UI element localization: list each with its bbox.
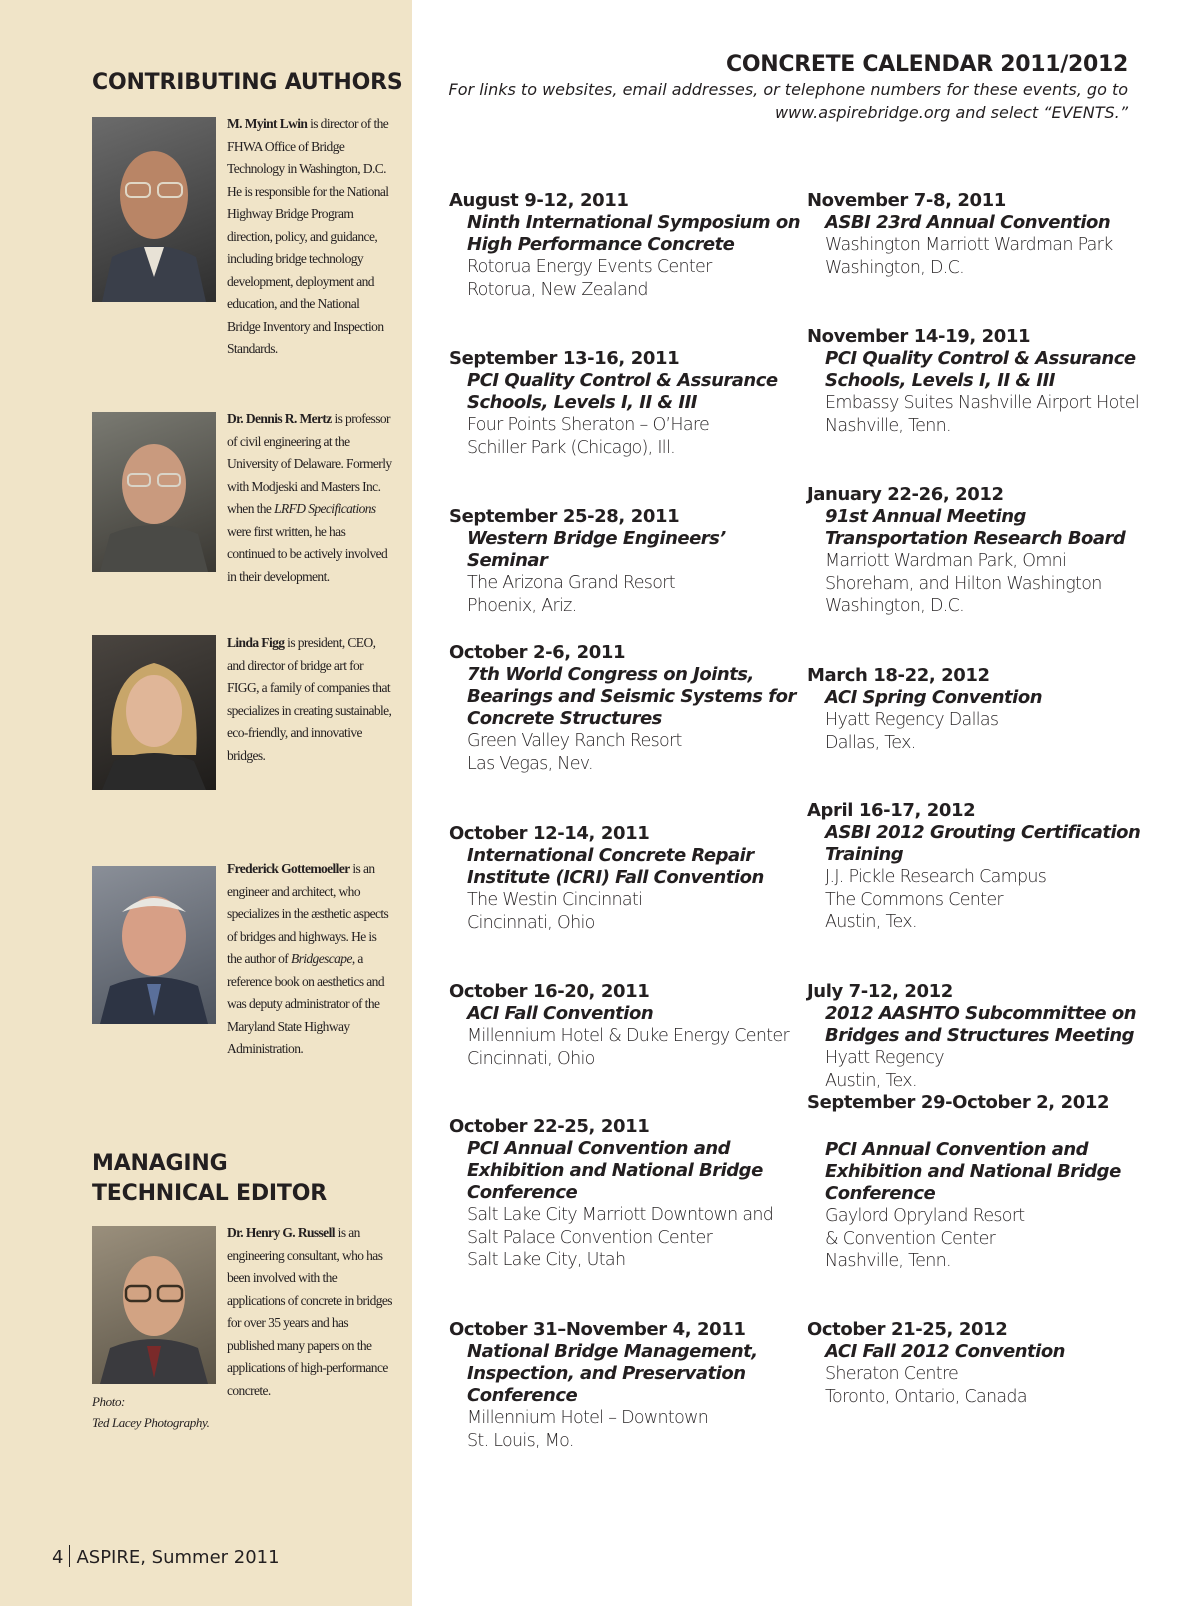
- event-item: [449, 1319, 809, 1452]
- author-bio-text: is an engineer and architect, who specializes in the æsthetic aspects of bridges and highways. He is the author of: [227, 861, 389, 966]
- author-photo-gottemoeller: [92, 866, 216, 1024]
- event-location: Four Points Sheraton – O’Hare Schiller Park (Chicago), Ill.: [467, 415, 710, 458]
- author-bio-text: is director of the FHWA Office of Bridge Technology in Washington, D.C. He is responsible for the National Highway Bridge Program direction, policy, and guidance, including bridge technology development, deployment and education, and the National Bridge Inventory and Inspection Standards.: [227, 116, 389, 356]
- event-title: International Concrete Repair Institute (ICRI) Fall Convention: [467, 845, 764, 888]
- event-item: [807, 190, 1167, 279]
- event-title: 91st Annual Meeting Transportation Research Board: [825, 506, 1126, 549]
- event-item: [449, 981, 809, 1070]
- author-bio-gottemoeller: [227, 858, 392, 1061]
- event-location: Hyatt Regency Austin, Tex.: [825, 1048, 944, 1091]
- author-name: Linda Figg: [227, 635, 285, 650]
- contributing-authors-heading: CONTRIBUTING AUTHORS: [92, 70, 403, 95]
- event-item: [807, 326, 1167, 437]
- author-name: Dr. Dennis R. Mertz: [227, 411, 332, 426]
- event-title: PCI Annual Convention and Exhibition and National Bridge Conference: [467, 1138, 763, 1203]
- event-title: National Bridge Management, Inspection, and Preservation Conference: [467, 1341, 758, 1406]
- managing-editor-heading: MANAGING TECHNICAL EDITOR: [92, 1151, 327, 1206]
- author-photo-mertz: [92, 412, 216, 572]
- event-location: Sheraton Centre Toronto, Ontario, Canada: [825, 1364, 1027, 1407]
- event-item: [807, 800, 1167, 934]
- event-title: ASBI 23rd Annual Convention: [825, 212, 1111, 233]
- event-location: J.J. Pickle Research Campus The Commons Center Austin, Tex.: [825, 867, 1047, 932]
- editor-bio-text: is an engineering consultant, who has been involved with the applications of concrete in bridges for over 35 years and has published many papers on the applications of high-performance concrete.: [227, 1225, 392, 1398]
- event-item: [449, 642, 809, 775]
- editor-name: Dr. Henry G. Russell: [227, 1225, 335, 1240]
- footer-divider: [69, 1545, 70, 1567]
- event-title: 2012 AASHTO Subcommittee on Bridges and Structures Meeting: [825, 1003, 1137, 1046]
- event-location: Millennium Hotel – Downtown St. Louis, Mo.: [467, 1408, 709, 1451]
- event-location: Rotorua Energy Events Center Rotorua, New Zealand: [467, 257, 712, 300]
- event-date: January 22-26, 2012: [807, 484, 1004, 505]
- event-item: [807, 1139, 1167, 1273]
- event-date: October 16-20, 2011: [449, 981, 650, 1002]
- event-date: October 22-25, 2011: [449, 1116, 650, 1137]
- photo-credit-label: Photo:: [92, 1394, 125, 1409]
- event-item: [807, 981, 1167, 1114]
- author-photo-figg: [92, 635, 216, 790]
- event-location: Hyatt Regency Dallas Dallas, Tex.: [825, 710, 999, 753]
- author-bio-lwin: [227, 113, 392, 361]
- event-location: Washington Marriott Wardman Park Washington, D.C.: [825, 235, 1113, 278]
- event-date: April 16-17, 2012: [807, 800, 976, 821]
- calendar-title: CONCRETE CALENDAR 2011/2012: [726, 52, 1128, 77]
- event-item: [807, 665, 1167, 754]
- event-date: November 7-8, 2011: [807, 190, 1006, 211]
- event-date: August 9-12, 2011: [449, 190, 629, 211]
- event-date: October 12-14, 2011: [449, 823, 650, 844]
- author-name: Frederick Gottemoeller: [227, 861, 350, 876]
- author-bio-emphasis: Bridgescape: [290, 951, 352, 966]
- publication-name: ASPIRE, Summer 2011: [76, 1547, 280, 1568]
- event-title: PCI Annual Convention and Exhibition and National Bridge Conference: [825, 1139, 1121, 1204]
- author-bio-text: is professor of civil engineering at the University of Delaware. Formerly with Modjeski and Masters Inc. when the: [227, 411, 392, 516]
- event-location: The Arizona Grand Resort Phoenix, Ariz.: [467, 573, 675, 616]
- event-item: [449, 506, 809, 617]
- calendar-intro: For links to websites, email addresses, or telephone numbers for these events, go to www.aspirebridge.org and select “EVENTS.”: [448, 80, 1128, 122]
- event-title: PCI Quality Control & Assurance Schools, Levels I, II & III: [825, 348, 1136, 391]
- page-number: 4: [52, 1547, 64, 1568]
- event-title: ACI Fall 2012 Convention: [825, 1341, 1065, 1362]
- editor-photo-russell: [92, 1226, 216, 1384]
- author-photo-lwin: [92, 117, 216, 302]
- event-date: November 14-19, 2011: [807, 326, 1031, 347]
- event-date: October 2-6, 2011: [449, 642, 626, 663]
- author-bio-figg: [227, 632, 392, 767]
- event-item: [449, 823, 809, 934]
- event-location: Embassy Suites Nashville Airport Hotel Nashville, Tenn.: [825, 393, 1139, 436]
- event-date: September 29-October 2, 2012: [807, 1092, 1110, 1113]
- event-date: September 25-28, 2011: [449, 506, 680, 527]
- photo-credit-text: Ted Lacey Photography.: [92, 1415, 210, 1430]
- event-location: The Westin Cincinnati Cincinnati, Ohio: [467, 890, 643, 933]
- event-date: October 21-25, 2012: [807, 1319, 1008, 1340]
- event-date: March 18-22, 2012: [807, 665, 990, 686]
- event-title: 7th World Congress on Joints, Bearings and Seismic Systems for Concrete Structures: [467, 664, 796, 729]
- event-title: PCI Quality Control & Assurance Schools, Levels I, II & III: [467, 370, 778, 413]
- author-bio-emphasis: LRFD Specifications: [274, 501, 376, 516]
- event-item: [449, 348, 809, 459]
- event-title: ASBI 2012 Grouting Certification Training: [825, 822, 1141, 865]
- editor-bio-russell: [227, 1222, 392, 1402]
- author-bio-text: is president, CEO, and director of bridge art for FIGG, a family of companies that specializes in creating sustainable, eco-friendly, and innovative bridges.: [227, 635, 392, 763]
- sidebar: [0, 0, 412, 1606]
- event-title: ACI Spring Convention: [825, 687, 1043, 708]
- event-location: Green Valley Ranch Resort Las Vegas, Nev.: [467, 731, 682, 774]
- event-title: Ninth International Symposium on High Performance Concrete: [467, 212, 801, 255]
- event-date: July 7-12, 2012: [807, 981, 953, 1002]
- page-footer: [52, 1545, 280, 1568]
- event-item: [449, 1116, 809, 1272]
- event-item: [807, 484, 1167, 618]
- event-title: Western Bridge Engineers’ Seminar: [467, 528, 726, 571]
- photo-credit: [92, 1391, 209, 1433]
- event-title: ACI Fall Convention: [467, 1003, 654, 1024]
- event-item: [449, 190, 809, 301]
- event-location: Gaylord Opryland Resort & Convention Center Nashville, Tenn.: [825, 1206, 1025, 1271]
- author-bio-mertz: [227, 408, 392, 588]
- event-date: September 13-16, 2011: [449, 348, 680, 369]
- event-date: October 31–November 4, 2011: [449, 1319, 746, 1340]
- author-name: M. Myint Lwin: [227, 116, 308, 131]
- author-bio-text: , a reference book on aesthetics and was deputy administrator of the Maryland State Highway Administration.: [227, 951, 384, 1056]
- author-bio-text: were first written, he has continued to be actively involved in their development.: [227, 523, 388, 584]
- event-location: Millennium Hotel & Duke Energy Center Cincinnati, Ohio: [467, 1026, 789, 1069]
- event-location: Marriott Wardman Park, Omni Shoreham, and Hilton Washington Washington, D.C.: [825, 551, 1102, 616]
- event-item: [807, 1319, 1167, 1408]
- event-location: Salt Lake City Marriott Downtown and Salt Palace Convention Center Salt Lake City, Utah: [467, 1205, 774, 1270]
